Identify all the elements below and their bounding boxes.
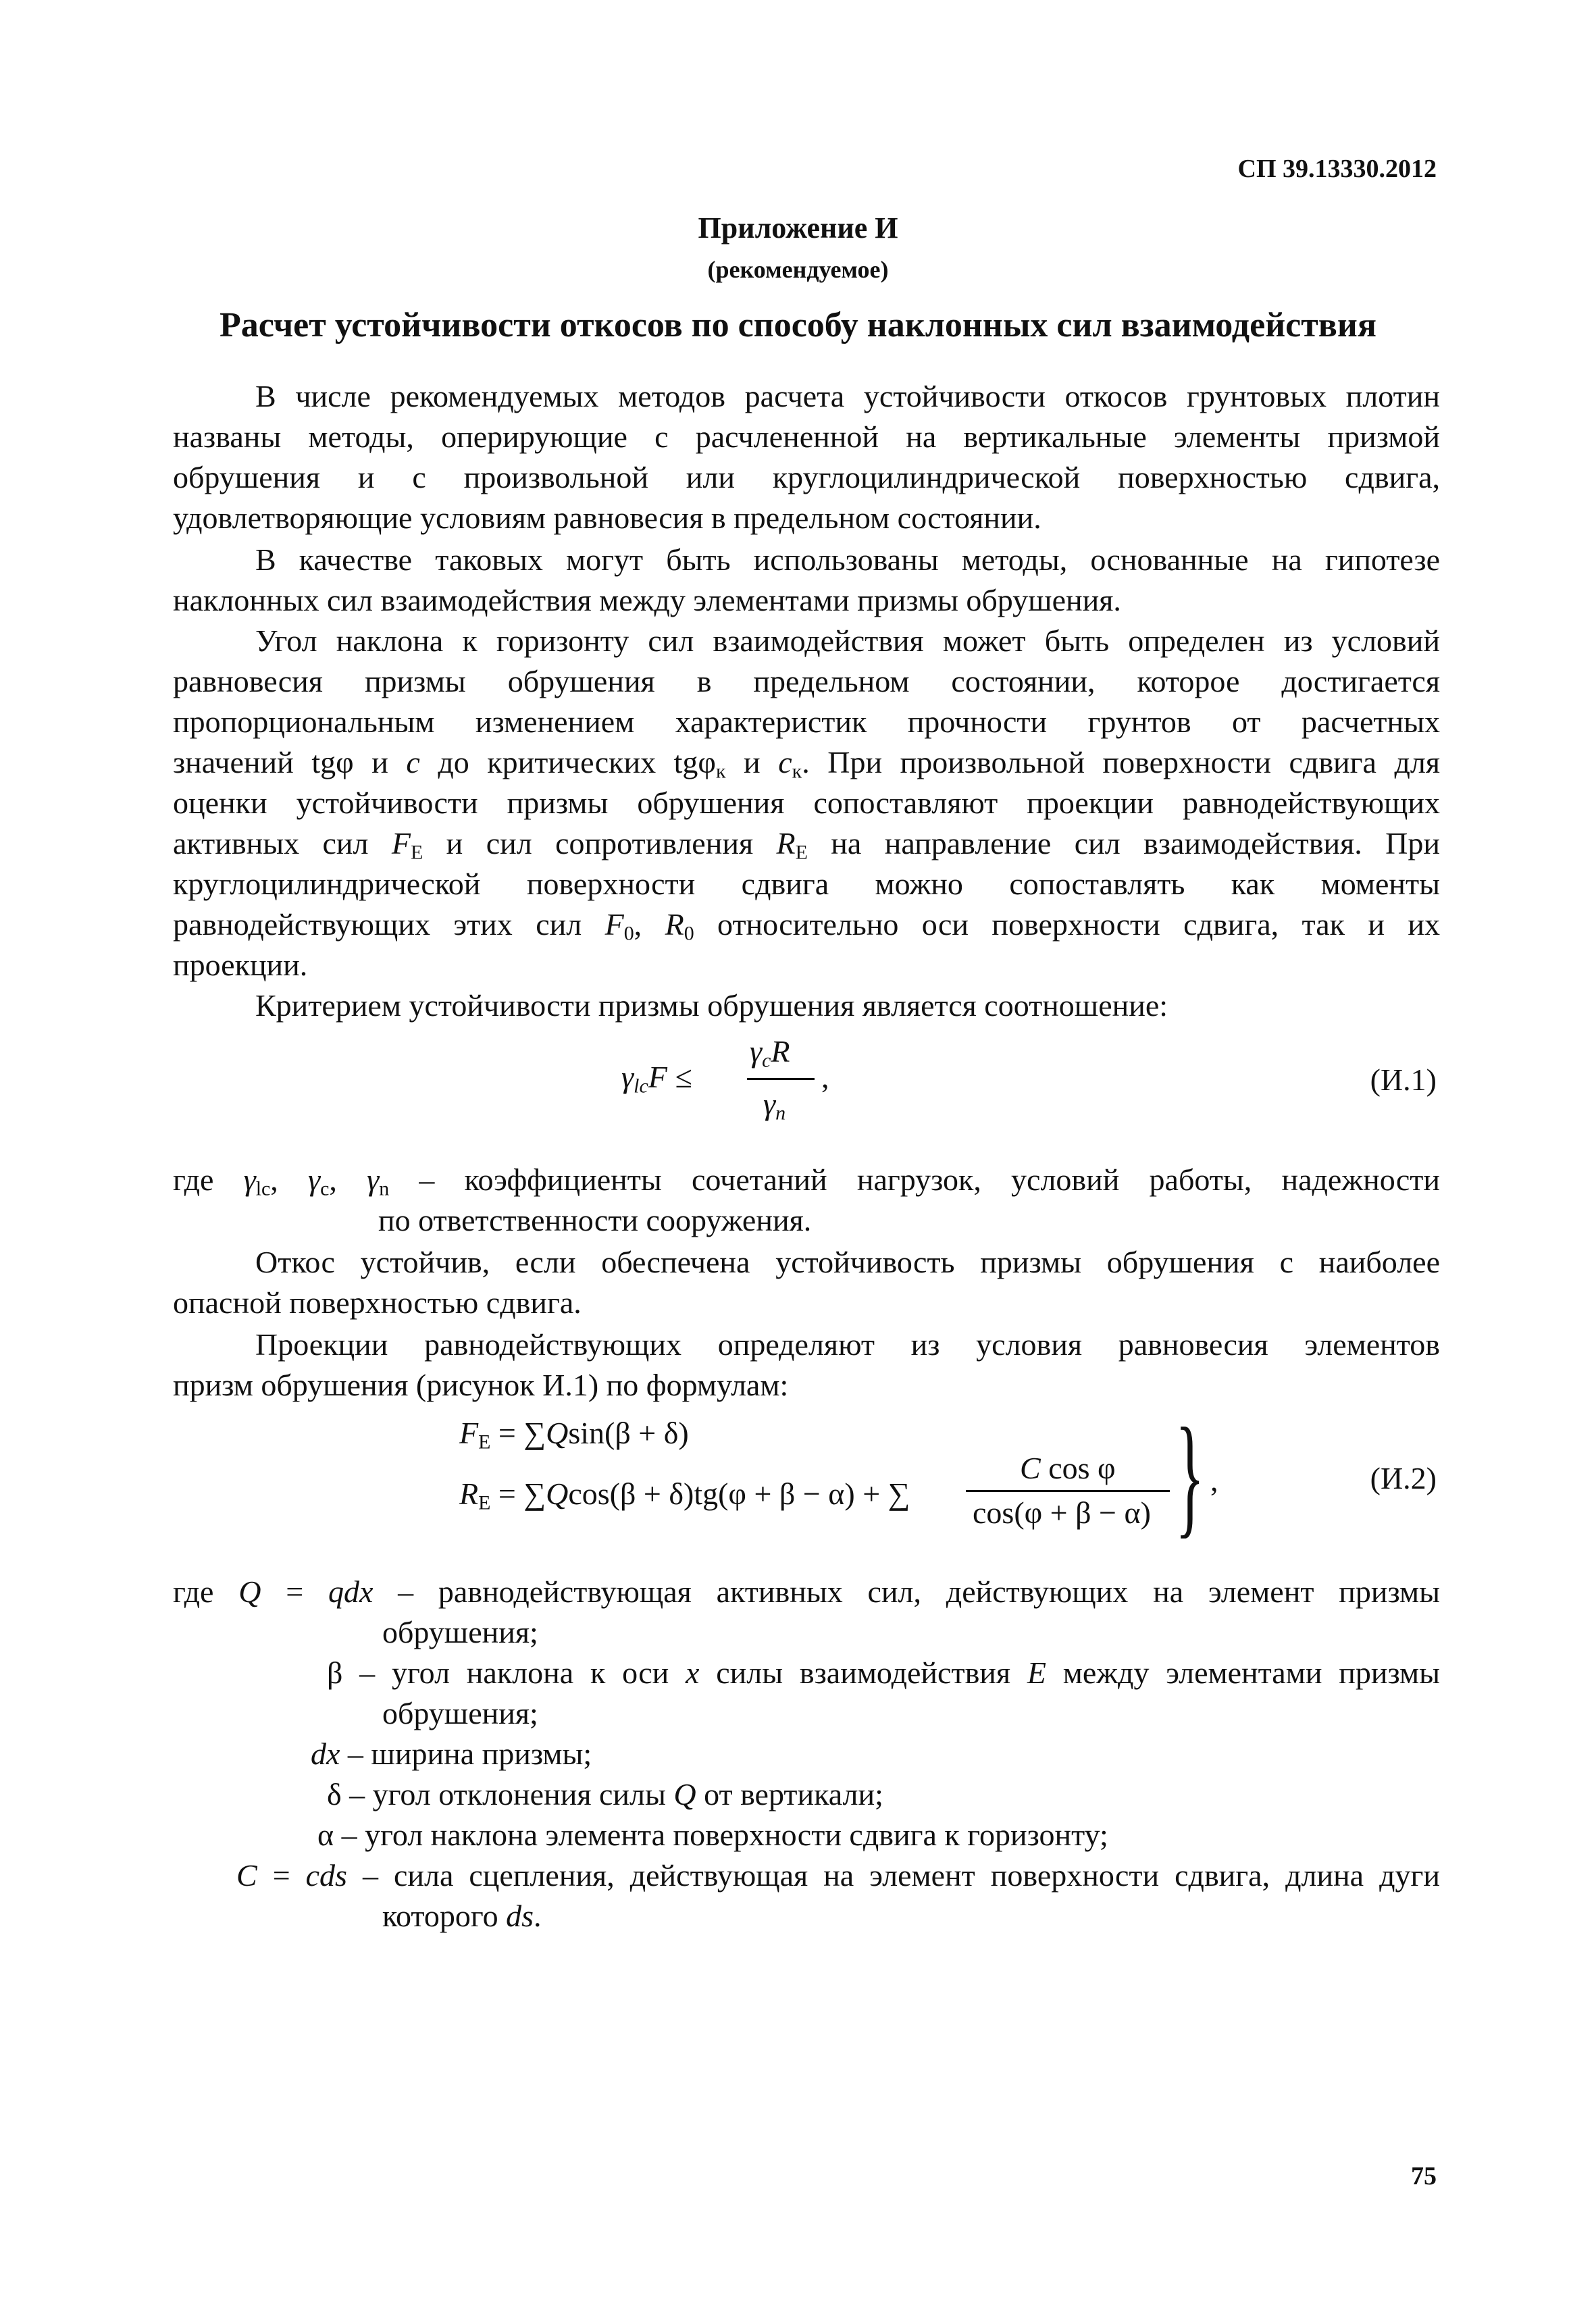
formula-2-numerator: C cos φ — [1020, 1451, 1116, 1485]
where-line: где $\gamma_{lc}$, $\gamma_c$, $\gamma_n$ – коэффициенты сочетаний нагрузок, условий работы, надежности — [173, 1162, 1440, 1200]
paragraph-line: равновесия призмы обрушения в предельном состоянии, которое достигается — [173, 664, 1440, 698]
paragraph-line: проекции. — [173, 948, 308, 982]
paragraph-line: Критерием устойчивости призмы обрушения является соотношение: — [255, 988, 1168, 1023]
appendix-subtitle: (рекомендуемое) — [707, 256, 889, 283]
fraction-bar — [966, 1490, 1170, 1492]
where-line: dx – ширина призмы; — [311, 1737, 592, 1771]
fraction-bar — [747, 1078, 815, 1080]
formula-1 — [621, 1033, 905, 1141]
right-brace: } — [1175, 1401, 1205, 1550]
formula-1-denominator: $\gamma_n$ — [763, 1087, 786, 1125]
paragraph-line: Откос устойчив, если обеспечена устойчивость призмы обрушения с наиболее — [255, 1245, 1440, 1279]
formula-2 — [459, 1401, 1218, 1560]
formula-1-comma: , — [821, 1060, 829, 1094]
where-line: δ – угол отклонения силы Q от вертикали; — [327, 1777, 883, 1811]
paragraph-line: удовлетворяющие условиям равновесия в предельном состоянии. — [173, 500, 1041, 535]
where-line: C = cds – сила сцепления, действующая на элемент поверхности сдвига, длина дуги — [236, 1858, 1440, 1893]
where-line: по ответственности сооружения. — [378, 1203, 812, 1237]
paragraph-line: круглоцилиндрической поверхности сдвига можно сопоставлять как моменты — [173, 867, 1440, 901]
section-title: Расчет устойчивости откосов по способу наклонных сил взаимодействия — [220, 306, 1376, 344]
paragraph-line: опасной поверхностью сдвига. — [173, 1285, 582, 1320]
where-line: где Q = qdx – равнодействующая активных сил, действующих на элемент призмы — [173, 1574, 1440, 1609]
where-line: обрушения; — [382, 1615, 538, 1649]
paragraph-line: Угол наклона к горизонту сил взаимодействия может быть определен из условий — [255, 623, 1440, 658]
paragraph-line: Проекции равнодействующих определяют из условия равновесия элементов — [255, 1327, 1440, 1362]
where-line: β – угол наклона к оси x силы взаимодействия E между элементами призмы — [327, 1655, 1440, 1690]
formula-1-lhs: $\gamma_{lc}F$ ≤ — [621, 1060, 692, 1098]
paragraph-line: призм обрушения (рисунок И.1) по формулам: — [173, 1368, 789, 1402]
where-line: α – угол наклона элемента поверхности сдвига к горизонту; — [317, 1818, 1108, 1852]
document-code: СП 39.13330.2012 — [1237, 155, 1437, 183]
paragraph-line: В качестве таковых могут быть использованы методы, основанные на гипотезе — [255, 542, 1440, 577]
appendix-title: Приложение И — [698, 211, 898, 245]
paragraph-line: наклонных сил взаимодействия между элементами призмы обрушения. — [173, 583, 1121, 617]
formula-2-number: (И.2) — [1370, 1461, 1437, 1495]
paragraph-line: обрушения и с произвольной или круглоцилиндрической поверхностью сдвига, — [173, 460, 1440, 494]
paragraph-line: оценки устойчивости призмы обрушения сопоставляют проекции равнодействующих — [173, 786, 1440, 820]
page-number: 75 — [1411, 2162, 1437, 2190]
formula-2-denominator: cos(φ + β − α) — [973, 1495, 1151, 1530]
paragraph-line: В числе рекомендуемых методов расчета устойчивости откосов грунтовых плотин — [255, 379, 1440, 413]
paragraph-line: равнодействующих этих сил $F_0$, $R_0$ относительно оси поверхности сдвига, так и их — [173, 907, 1440, 945]
formula-1-numerator: $\gamma_cR$ — [750, 1034, 790, 1072]
formula-2-comma: , — [1210, 1463, 1218, 1497]
where-line: обрушения; — [382, 1696, 538, 1730]
paragraph-line: пропорциональным изменением характеристик прочности грунтов от расчетных — [173, 704, 1440, 739]
paragraph-line: названы методы, оперирующие с расчлененной на вертикальные элементы призмой — [173, 419, 1440, 454]
formula-2-row-fe: $F_E = \sum Qsin(\beta + \delta)$ — [459, 1416, 689, 1454]
formula-2-row-re: $R_E = \sum Qcos(\beta + \delta)tg(\varphi + \beta - \alpha)$ + ∑ — [459, 1476, 910, 1514]
paragraph-line: значений tgφ и c до критических tgφ$_к$ и $c_к$. При произвольной поверхности сдвига для — [173, 745, 1441, 783]
paragraph-line: активных сил $F_E$ и сил сопротивления $R_E$ на направление сил взаимодействия. При — [173, 826, 1440, 864]
formula-1-number: (И.1) — [1370, 1062, 1437, 1097]
where-line: которого ds. — [382, 1899, 542, 1933]
